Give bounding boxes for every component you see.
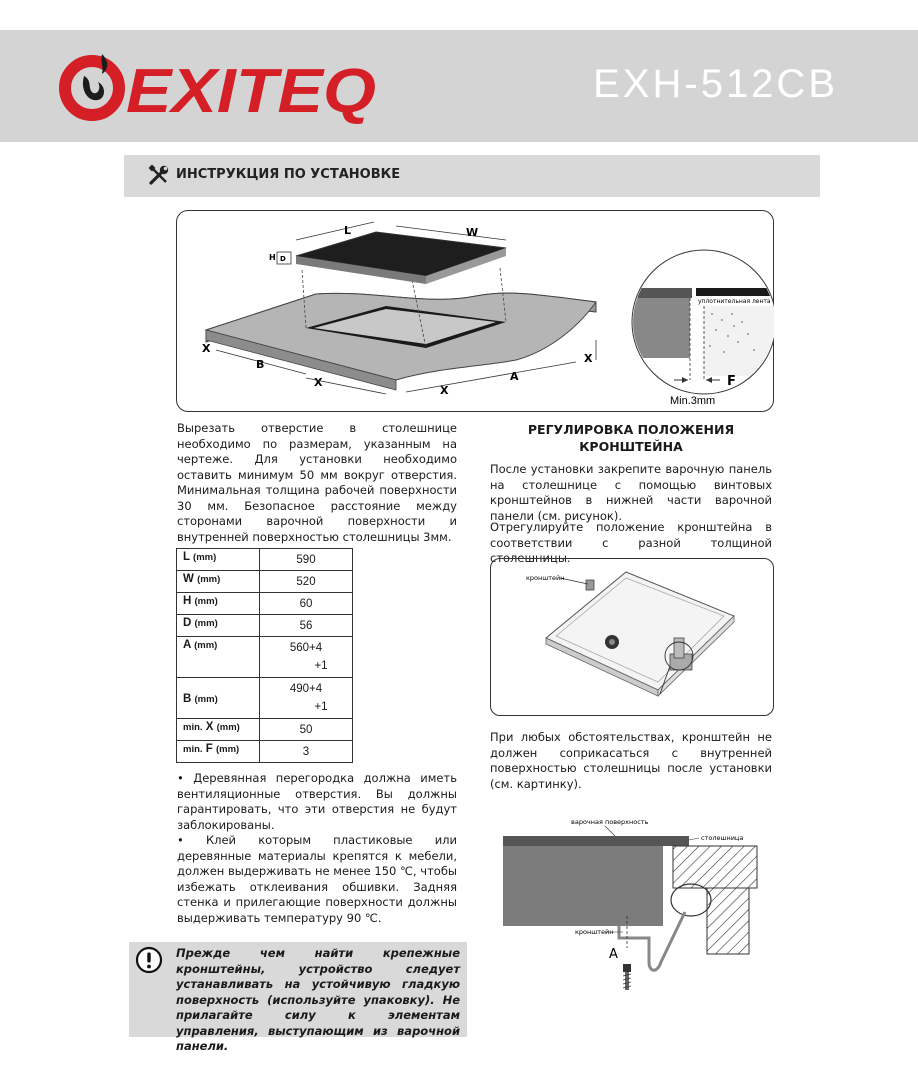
table-cell: 490+4 +1 [260,678,353,719]
wrench-screwdriver-icon [148,164,170,186]
dim-label-F: F [727,374,736,389]
dim-label-X-left: X [202,342,211,355]
dim-label-L: L [344,224,352,237]
bracket-instructions-2: Отрегулируйте положение кронштейна в соответствии с разной толщиной столешницы. [490,520,772,565]
cutout-diagram [176,210,774,412]
dimensions-table [176,548,353,763]
bracket-diagram [490,558,774,716]
svg-text:EXITEQ: EXITEQ [126,57,376,124]
bracket-section-title: РЕГУЛИРОВКА ПОЛОЖЕНИЯ КРОНШТЕЙНА [527,422,735,454]
exclamation-circle-icon [135,946,163,974]
section-dim-A: A [609,947,618,962]
dim-label-W: W [466,226,479,239]
dim-label-X-right: X [584,352,593,365]
dim-label-H: H [269,253,276,262]
dim-label-D: D [280,255,286,263]
min-gap-label: Min.3mm [670,395,716,407]
table-cell: 50 [260,719,353,741]
exiteq-logo [58,46,388,124]
table-cell: 590 [260,549,353,571]
dim-label-A: A [510,370,519,383]
list-item: • Клей которым пластиковые или деревянные материалы крепятся к мебели, должен выдерживать не менее 150 ℃, чтобы избежать отклеивания обшивки. Задняя стенка и прилегающие поверхности должны выдерживать температуру 90 ℃. [177,833,457,925]
seal-tape-label: уплотнительная лента [698,298,771,305]
table-row: B (mm) 490+4 +1 [177,678,353,719]
warning-text: Прежде чем найти крепежные кронштейны, устройство следует устанавливать на устойчивую гладкую поверхность (используйте упаковку). Не прилагайте силу к элементам управления, выступающим из варочной панели. [176,946,460,1053]
table-cell: 3 [260,741,353,763]
table-cell: 56 [260,615,353,637]
worktop-label: столешница [701,834,744,842]
bracket-warning-text: При любых обстоятельствах, кронштейн не должен соприкасаться с внутренней поверхностью столешницы после установки (см. картинку). [490,730,772,791]
dim-label-X-bottom: X [314,376,323,389]
bracket-section-diagram [495,812,775,1042]
model-number: EXH-512CB [593,62,838,106]
section-bracket-label: кронштейн [575,928,614,936]
table-row: D (mm) 56 [177,615,353,637]
dim-label-B: B [256,358,265,371]
bracket-label: кронштейн [526,574,565,582]
table-row: L (mm) 590 [177,549,353,571]
table-cell: 560+4 +1 [260,637,353,678]
table-row: W (mm) 520 [177,571,353,593]
table-row: min. F (mm) 3 [177,741,353,763]
dim-label-X-mid: X [440,384,449,397]
section-title: ИНСТРУКЦИЯ ПО УСТАНОВКЕ [176,167,401,182]
table-cell: 60 [260,593,353,615]
bracket-instructions-1: После установки закрепите варочную панель на столешнице с помощью винтовых кронштейнов в нижней части варочной панели (см. рисунок). [490,462,772,523]
table-row: H (mm) 60 [177,593,353,615]
table-row: A (mm) 560+4 +1 [177,637,353,678]
hob-label: варочная поверхность [571,818,649,826]
requirements-list [177,771,457,926]
table-cell: 520 [260,571,353,593]
cutout-instructions: Вырезать отверстие в столешнице необходимо по размерам, указанным на чертеже. Для установки необходимо оставить минимум 50 мм вокруг отверстия. Минимальная толщина рабочей поверхности 30 мм. Безопасное расстояние между сторонами варочной поверхности и внутренней поверхностью столешницы 3мм. [177,421,457,544]
table-row: min. X (mm) 50 [177,719,353,741]
list-item: • Деревянная перегородка должна иметь вентиляционные отверстия. Вы должны гарантировать, что эти отверстия не будут заблокированы. [177,771,457,832]
